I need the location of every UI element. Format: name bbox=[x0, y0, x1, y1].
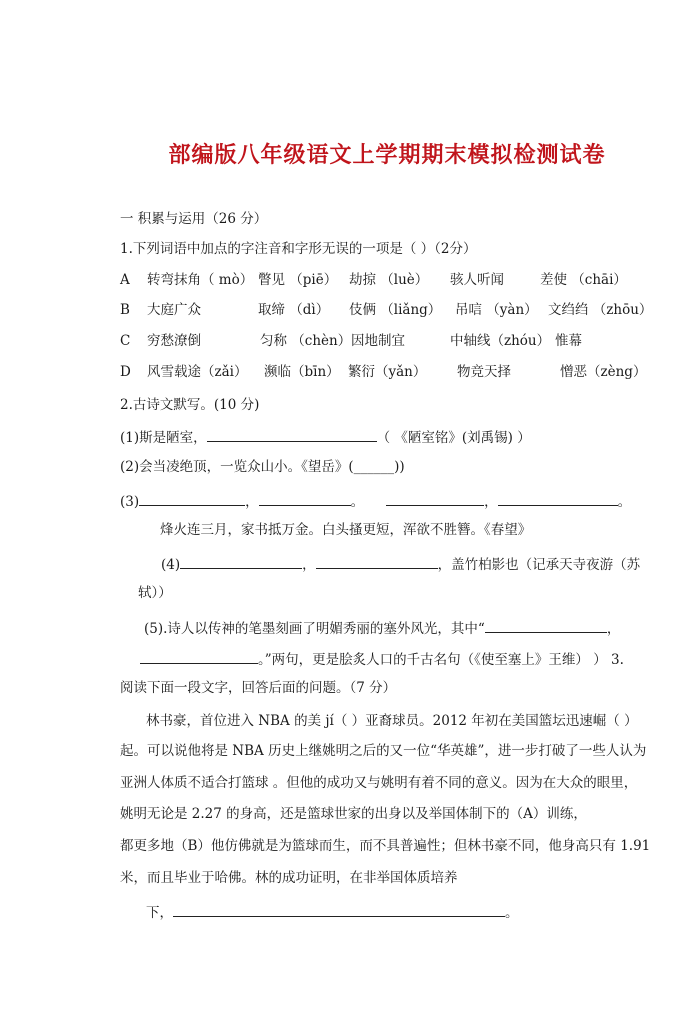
passage-text: 下， bbox=[146, 905, 173, 921]
poem-text: ， bbox=[302, 557, 316, 573]
answer-blank[interactable] bbox=[316, 554, 438, 569]
poem-text: 。 bbox=[617, 494, 632, 510]
section-heading: 一 积累与运用（26 分） bbox=[120, 211, 268, 227]
answer-blank[interactable] bbox=[259, 491, 351, 506]
answer-blank[interactable] bbox=[140, 649, 258, 664]
option-item: 物竞天择 bbox=[457, 364, 511, 380]
question-1-stem: 1.下列词语中加点的字注音和字形无误的一项是（ ）（2分） bbox=[120, 241, 477, 257]
option-item: 大庭广众 bbox=[147, 302, 201, 318]
option-item: 穷愁潦倒 bbox=[147, 333, 201, 349]
passage-line: 亚洲人体质不适合打篮球 。但他的成功又与姚明有着不同的意义。因为在大众的眼里， bbox=[120, 775, 638, 791]
option-item: 中轴线（zhóu） bbox=[450, 333, 551, 349]
poem-text: (5).诗人以传神的笔墨刻画了明媚秀丽的塞外风光，其中“ bbox=[144, 621, 485, 637]
page-title: 部编版八年级语文上学期期末模拟检测试卷 bbox=[168, 143, 606, 168]
poem-text: (4) bbox=[161, 557, 181, 573]
poem-text: 。”两句，更是脍炙人口的千古名句（《使至塞上》王维） ） 3. bbox=[258, 652, 624, 668]
poem-line-5 bbox=[144, 618, 620, 638]
option-item: 风雪载途（zǎi） bbox=[147, 364, 248, 380]
option-item: 劫掠 （luè） bbox=[349, 272, 429, 288]
option-item: 瞥见 （piē） bbox=[258, 272, 338, 288]
passage-line: 林书豪，首位进入 NBA 的美 jí（ ）亚裔球员。2012 年初在美国篮坛迅速崛（ ） bbox=[146, 713, 638, 729]
answer-blank[interactable] bbox=[498, 491, 618, 506]
poem-text: ， bbox=[606, 621, 621, 637]
option-item: 匀称 （chèn） bbox=[260, 333, 352, 349]
poem-text: （ 《陋室铭》(刘禹锡) ） bbox=[376, 430, 531, 446]
option-letter: C bbox=[120, 333, 131, 349]
poem-line-3-text: 烽火连三月，家书抵万金。白头搔更短，浑欲不胜簪。《春望》 bbox=[160, 522, 532, 538]
answer-blank[interactable] bbox=[386, 491, 484, 506]
option-item: 濒临（bīn） bbox=[264, 364, 340, 380]
option-item: 转弯抹角（ mò） bbox=[147, 272, 254, 288]
answer-blank[interactable] bbox=[139, 491, 245, 506]
question-3-stem: 阅读下面一段文字，回答后面的问题。（7 分） bbox=[120, 680, 397, 696]
option-letter: A bbox=[120, 272, 130, 288]
option-letter: D bbox=[120, 364, 131, 380]
option-item: 文绉绉 （zhōu） bbox=[548, 302, 653, 318]
option-item: 吊唁 （yàn） bbox=[455, 302, 538, 318]
poem-line-5-cont bbox=[140, 649, 624, 669]
answer-blank[interactable] bbox=[207, 427, 377, 442]
option-a bbox=[120, 271, 660, 289]
poem-line-1 bbox=[120, 427, 531, 447]
option-b bbox=[120, 301, 660, 319]
poem-text: ，盖竹柏影也（记承天寺夜游（苏 bbox=[437, 557, 641, 573]
option-c bbox=[120, 332, 660, 350]
passage-line: 都更多地（B）他仿佛就是为篮球而生，而不具普遍性；但林书豪不同，他身高只有 1.91 bbox=[120, 838, 651, 854]
poem-text: 。 bbox=[350, 494, 365, 510]
option-d bbox=[120, 363, 660, 381]
option-item: 取缔 （dì） bbox=[258, 302, 330, 318]
poem-line-2: (2)会当凌绝顶，一览众山小。《望岳》(______)) bbox=[120, 459, 405, 475]
answer-blank[interactable] bbox=[485, 618, 607, 633]
passage-line: 起。可以说他将是 NBA 历史上继姚明之后的又一位“华英雄”，进一步打破了一些人认为 bbox=[120, 743, 647, 759]
option-item: 因地制宜 bbox=[351, 333, 405, 349]
poem-text: (1)斯是陋室， bbox=[120, 430, 207, 446]
passage-text: 。 bbox=[505, 905, 519, 921]
poem-line-4 bbox=[161, 554, 640, 574]
answer-blank[interactable] bbox=[180, 554, 302, 569]
passage-line: 姚明无论是 2.27 的身高，还是篮球世家的出身以及举国体制下的（A）训练， bbox=[120, 806, 587, 822]
option-item: 憎恶（zèng） bbox=[560, 364, 647, 380]
poem-line-4-cont: 轼）） bbox=[138, 585, 172, 601]
poem-line-3 bbox=[120, 491, 631, 511]
poem-text: (3) bbox=[120, 494, 140, 510]
option-letter: B bbox=[120, 302, 130, 318]
passage-line-blank bbox=[146, 902, 519, 922]
option-item: 伎俩 （liǎng） bbox=[349, 302, 442, 318]
poem-text: ， bbox=[484, 494, 498, 510]
option-item: 差使 （chāi） bbox=[540, 272, 627, 288]
passage-line: 米，而且毕业于哈佛。林的成功证明，在非举国体质培养 bbox=[120, 870, 458, 886]
option-item: 繁衍（yǎn） bbox=[348, 364, 427, 380]
option-item: 惟幕 bbox=[555, 333, 582, 349]
question-2-stem: 2.古诗文默写。(10 分) bbox=[120, 397, 260, 413]
option-item: 骇人听闻 bbox=[450, 272, 504, 288]
poem-text: ， bbox=[245, 494, 259, 510]
answer-blank[interactable] bbox=[173, 902, 505, 917]
